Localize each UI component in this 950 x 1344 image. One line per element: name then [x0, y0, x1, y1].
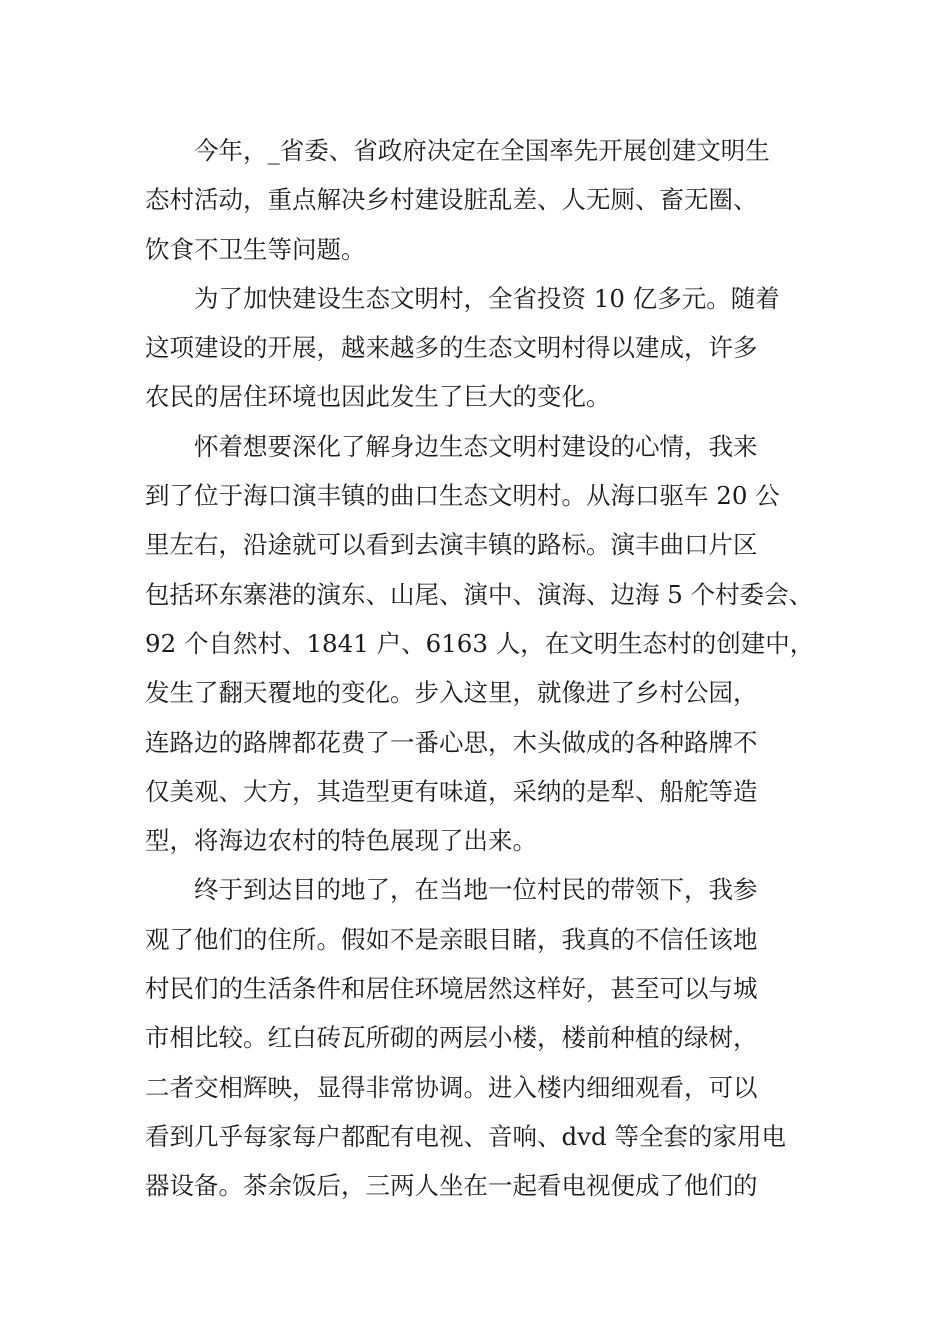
paragraph-1-line-2: 态村活动，重点解决乡村建设脏乱差、人无厕、畜无圈、	[145, 185, 758, 215]
paragraph-3-line-8: 仅美观、大方，其造型更有味道，采纳的是犁、船舵等造	[145, 776, 758, 806]
paragraph-4-line-7: 器设备。茶余饭后，三两人坐在一起看电视便成了他们的	[145, 1171, 758, 1201]
paragraph-2-line-3: 农民的居住环境也因此发生了巨大的变化。	[145, 382, 611, 412]
paragraph-1-line-1: 今年，_省委、省政府决定在全国率先开展创建文明生	[194, 136, 770, 165]
paragraph-3-line-1: 怀着想要深化了解身边生态文明村建设的心情，我来	[194, 431, 758, 461]
paragraph-3-line-5: 92 个自然村、1841 户、6163 人，在文明生态村的创建中，	[145, 628, 815, 658]
paragraph-2-line-1: 为了加快建设生态文明村，全省投资 10 亿多元。随着	[194, 283, 780, 313]
paragraph-4-line-3: 村民们的生活条件和居住环境居然这样好，甚至可以与城	[145, 974, 758, 1004]
paragraph-4-line-5: 二者交相辉映，显得非常协调。进入楼内细细观看，可以	[145, 1072, 758, 1102]
paragraph-4-line-2: 观了他们的住所。假如不是亲眼目睹，我真的不信任该地	[145, 924, 758, 954]
paragraph-3-line-9: 型，将海边农村的特色展现了出来。	[145, 826, 537, 856]
paragraph-3-line-6: 发生了翻天覆地的变化。步入这里，就像进了乡村公园，	[145, 678, 758, 708]
paragraph-4-line-6: 看到几乎每家每户都配有电视、音响、dvd 等全套的家用电	[145, 1121, 786, 1151]
paragraph-3-line-2: 到了位于海口演丰镇的曲口生态文明村。从海口驱车 20 公	[145, 481, 780, 511]
paragraph-1-line-3: 饮食不卫生等问题。	[145, 234, 366, 264]
paragraph-3-line-4: 包括环东寨港的演东、山尾、演中、演海、边海 5 个村委会、	[145, 579, 814, 609]
paragraph-3-line-7: 连路边的路牌都花费了一番心思，木头做成的各种路牌不	[145, 727, 758, 757]
paragraph-2-line-2: 这项建设的开展，越来越多的生态文明村得以建成，许多	[145, 333, 758, 363]
document-body	[145, 126, 825, 1211]
paragraph-4-line-1: 终于到达目的地了，在当地一位村民的带领下，我参	[194, 875, 758, 905]
paragraph-3-line-3: 里左右，沿途就可以看到去演丰镇的路标。演丰曲口片区	[145, 530, 758, 560]
paragraph-4-line-4: 市相比较。红白砖瓦所砌的两层小楼，楼前种植的绿树，	[145, 1023, 758, 1053]
